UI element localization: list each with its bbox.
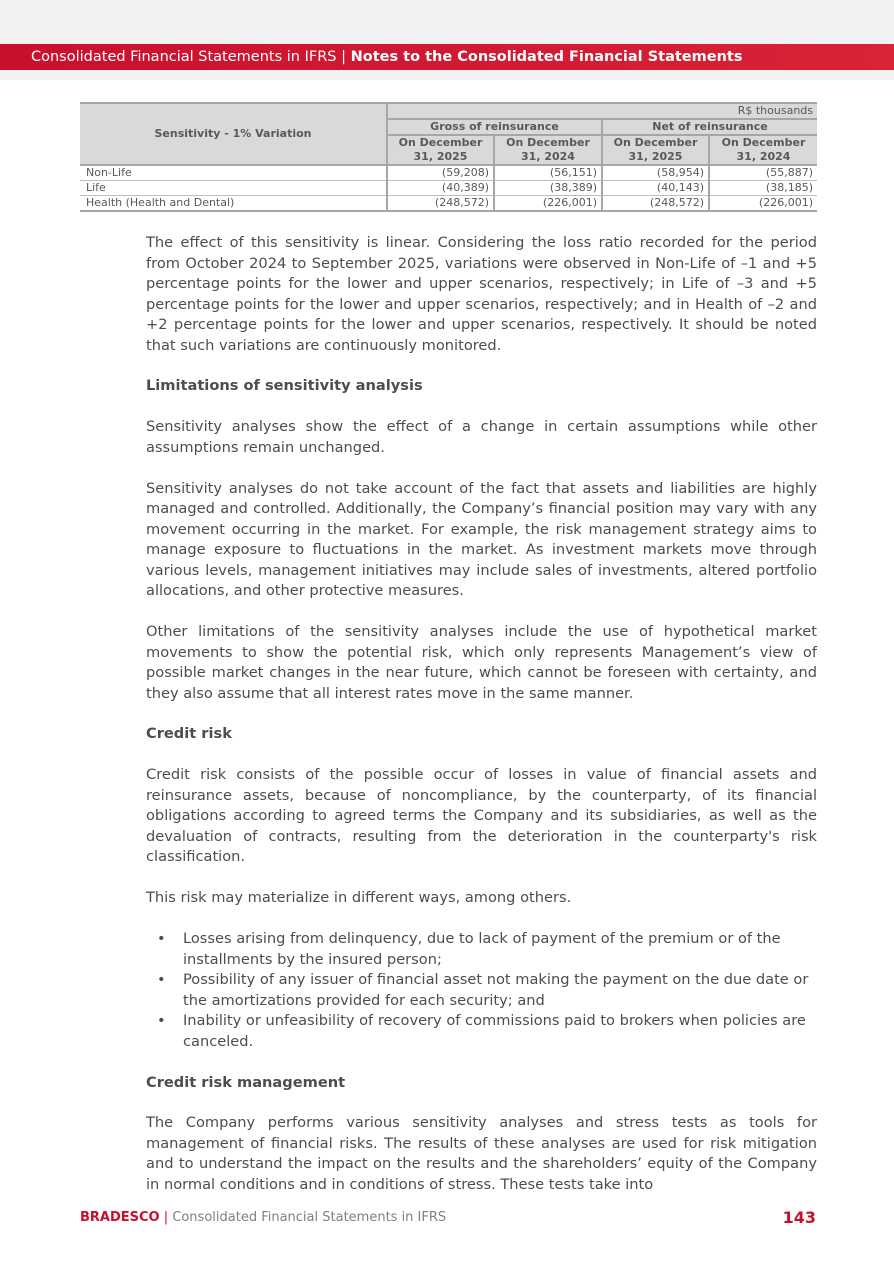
cell-value: (56,151) xyxy=(494,165,602,181)
paragraph: This risk may materialize in different ways, among others. xyxy=(146,889,572,907)
cell-value: (248,572) xyxy=(602,196,709,212)
cell-value: (226,001) xyxy=(494,196,602,212)
cell-value: (58,954) xyxy=(602,165,709,181)
bullet-list xyxy=(146,929,817,1052)
cell-value: (38,389) xyxy=(494,181,602,196)
paragraph: Credit risk consists of the possible occur of losses in value of financial assets and reinsurance assets, because of noncompliance, by the counterparty, of its financial obligations according to agreed terms the Company and its subsidiaries, as well as the devaluation of contracts, resulting from the deterioration in the counterparty's risk classification. xyxy=(146,766,817,866)
page-footer xyxy=(80,1210,446,1225)
footer-text: Consolidated Financial Statements in IFRS xyxy=(172,1210,447,1225)
cell-value: (55,887) xyxy=(709,165,817,181)
currency-note: R$ thousands xyxy=(387,103,817,119)
section-heading-credit-risk-management: Credit risk management xyxy=(146,1073,346,1091)
header-subsection: Notes to the Consolidated Financial Statements xyxy=(350,49,743,65)
paragraph: The effect of this sensitivity is linear. Considering the loss ratio recorded for the period from October 2024 to September 2025, variations were observed in Non-Life of –1 and +5 percentage points for the lower and upper scenarios, respectively; in Life of –3 and +5 percentage points for the lower and upper scenarios, respectively; and in Health of –2 and +2 percentage points for the lower and upper scenarios, respectively. It should be noted that such variations are continuously monitored. xyxy=(146,234,817,354)
cell-value: (40,143) xyxy=(602,181,709,196)
cell-value: (226,001) xyxy=(709,196,817,212)
col-gross-2024: On December 31, 2024 xyxy=(494,135,602,165)
page-number: 143 xyxy=(782,1208,816,1227)
row-label: Health (Health and Dental) xyxy=(80,196,387,212)
row-label: Non-Life xyxy=(80,165,387,181)
list-item: • Possibility of any issuer of financial asset not making the payment on the due date or the amortizations provided for each security; and xyxy=(157,971,809,1009)
section-heading-credit-risk: Credit risk xyxy=(146,725,232,743)
group-gross-header: Gross of reinsurance xyxy=(387,119,602,135)
paragraph: The Company performs various sensitivity analyses and stress tests as tools for management of financial risks. The results of these analyses are used for risk mitigation and to understand the impact on the results and the shareholders’ equity of the Company in normal conditions and in conditions of stress. These tests take into xyxy=(146,1114,817,1193)
group-net-header: Net of reinsurance xyxy=(602,119,817,135)
bullet-icon: • xyxy=(157,1012,166,1030)
paragraph: Other limitations of the sensitivity analyses include the use of hypothetical market movements to show the potential risk, which only represents Management’s view of possible market changes in the near future, which cannot be foreseen with certainty, and they also assume that all interest rates move in the same manner. xyxy=(146,623,817,702)
footer-separator: | xyxy=(163,1210,169,1225)
row-header-cell xyxy=(80,103,387,165)
col-gross-2025: On December 31, 2025 xyxy=(387,135,494,165)
cell-value: (59,208) xyxy=(387,165,494,181)
paragraph: Sensitivity analyses show the effect of a change in certain assumptions while other assumptions remain unchanged. xyxy=(146,418,817,456)
section-heading-limitations: Limitations of sensitivity analysis xyxy=(146,377,423,395)
cell-value: (40,389) xyxy=(387,181,494,196)
body-content xyxy=(146,233,817,1195)
list-item: • Inability or unfeasibility of recovery of commissions paid to brokers when policies are canceled. xyxy=(157,1012,806,1050)
table-row xyxy=(80,196,817,212)
sensitivity-table xyxy=(80,102,817,212)
row-label: Life xyxy=(80,181,387,196)
col-net-2024: On December 31, 2024 xyxy=(709,135,817,165)
col-net-2025: On December 31, 2025 xyxy=(602,135,709,165)
table-row xyxy=(80,165,817,181)
page-header xyxy=(0,44,894,70)
row-header-label: Sensitivity - 1% Variation xyxy=(154,127,312,140)
cell-value: (248,572) xyxy=(387,196,494,212)
header-separator: | xyxy=(341,49,346,65)
bullet-icon: • xyxy=(157,971,166,989)
table-row xyxy=(80,181,817,196)
paragraph: Sensitivity analyses do not take account of the fact that assets and liabilities are highly managed and controlled. Additionally, the Company’s financial position may vary with any movement occurring in the market. For example, the risk management strategy aims to manage exposure to fluctuations in the market. As investment markets move through various levels, management initiatives may include sales of investments, altered portfolio allocations, and other protective measures. xyxy=(146,479,817,600)
header-section: Consolidated Financial Statements in IFRS xyxy=(31,49,337,65)
brand-logo: BRADESCO xyxy=(80,1210,160,1225)
bullet-icon: • xyxy=(157,930,166,948)
cell-value: (38,185) xyxy=(709,181,817,196)
list-item: • Losses arising from delinquency, due to lack of payment of the premium or of the installments by the insured person; xyxy=(157,930,781,968)
